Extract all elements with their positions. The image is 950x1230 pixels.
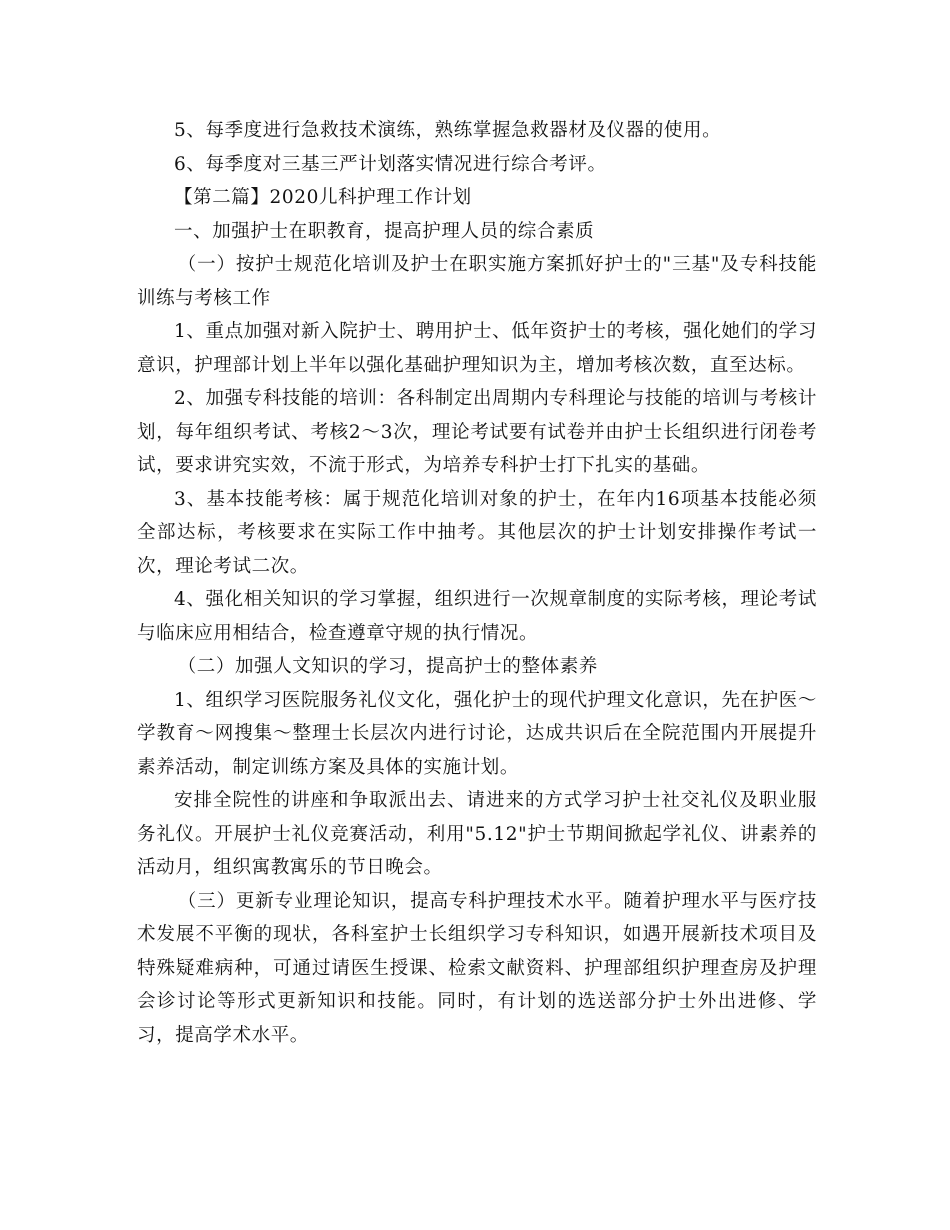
paragraph-review: 6、每季度对三基三严计划落实情况进行综合考评。: [174, 153, 607, 175]
paragraph-etiquette-1: 1、组织学习医院服务礼仪文化，强化护士的现代护理文化意识，先在护医～学教育～网搜集～整理士长层次内进行讨论，达成共识后在全院范围内开展提升素养活动，制定训练方案及具体的实施计划。: [137, 689, 817, 778]
paragraph-4: 4、强化相关知识的学习掌握，组织进行一次规章制度的实际考核，理论考试与临床应用相结合，检查遵章守规的执行情况。: [137, 589, 817, 644]
section-title: 【第二篇】2020儿科护理工作计划: [174, 187, 472, 208]
heading-1: 一、加强护士在职教育，提高护理人员的综合素质: [174, 220, 595, 242]
subheading-1: （一）按护士规范化培训及护士在职实施方案抓好护士的"三基"及专科技能训练与考核工作: [137, 254, 817, 309]
paragraph-1: 1、重点加强对新入院护士、聘用护士、低年资护士的考核，强化她们的学习意识，护理部计划上半年以强化基础护理知识为主，增加考核次数，直至达标。: [137, 321, 817, 376]
paragraph-drill: 5、每季度进行急救技术演练，熟练掌握急救器材及仪器的使用。: [174, 120, 722, 141]
subheading-3: （三）更新专业理论知识，提高专科护理技术水平。随着护理水平与医疗技术发展不平衡的现状，各科室护士长组织学习专科知识，如遇开展新技术项目及特殊疑难病种，可通过请医生授课、检索文献资料、护理部组织护理查房及护理会诊讨论等形式更新知识和技能。同时，有计划的选送部分护士外出进修、学习，提高学术水平。: [137, 890, 817, 1046]
paragraph-2: 2、加强专科技能的培训：各科制定出周期内专科理论与技能的培训与考核计划，每年组织考试、考核2～3次，理论考试要有试卷并由护士长组织进行闭卷考试，要求讲究实效，不流于形式，为培养专科护士打下扎实的基础。: [137, 388, 817, 476]
document-page: [137, 114, 817, 1052]
subheading-2: （二）加强人文知识的学习，提高护士的整体素养: [177, 656, 598, 677]
paragraph-etiquette-2: 安排全院性的讲座和争取派出去、请进来的方式学习护士社交礼仪及职业服务礼仪。开展护士礼仪竞赛活动，利用"5.12"护士节期间掀起学礼仪、讲素养的活动月，组织寓教寓乐的节日晚会。: [137, 790, 817, 878]
paragraph-3: 3、基本技能考核：属于规范化培训对象的护士，在年内16项基本技能必须全部达标，考核要求在实际工作中抽考。其他层次的护士计划安排操作考试一次，理论考试二次。: [137, 488, 817, 577]
